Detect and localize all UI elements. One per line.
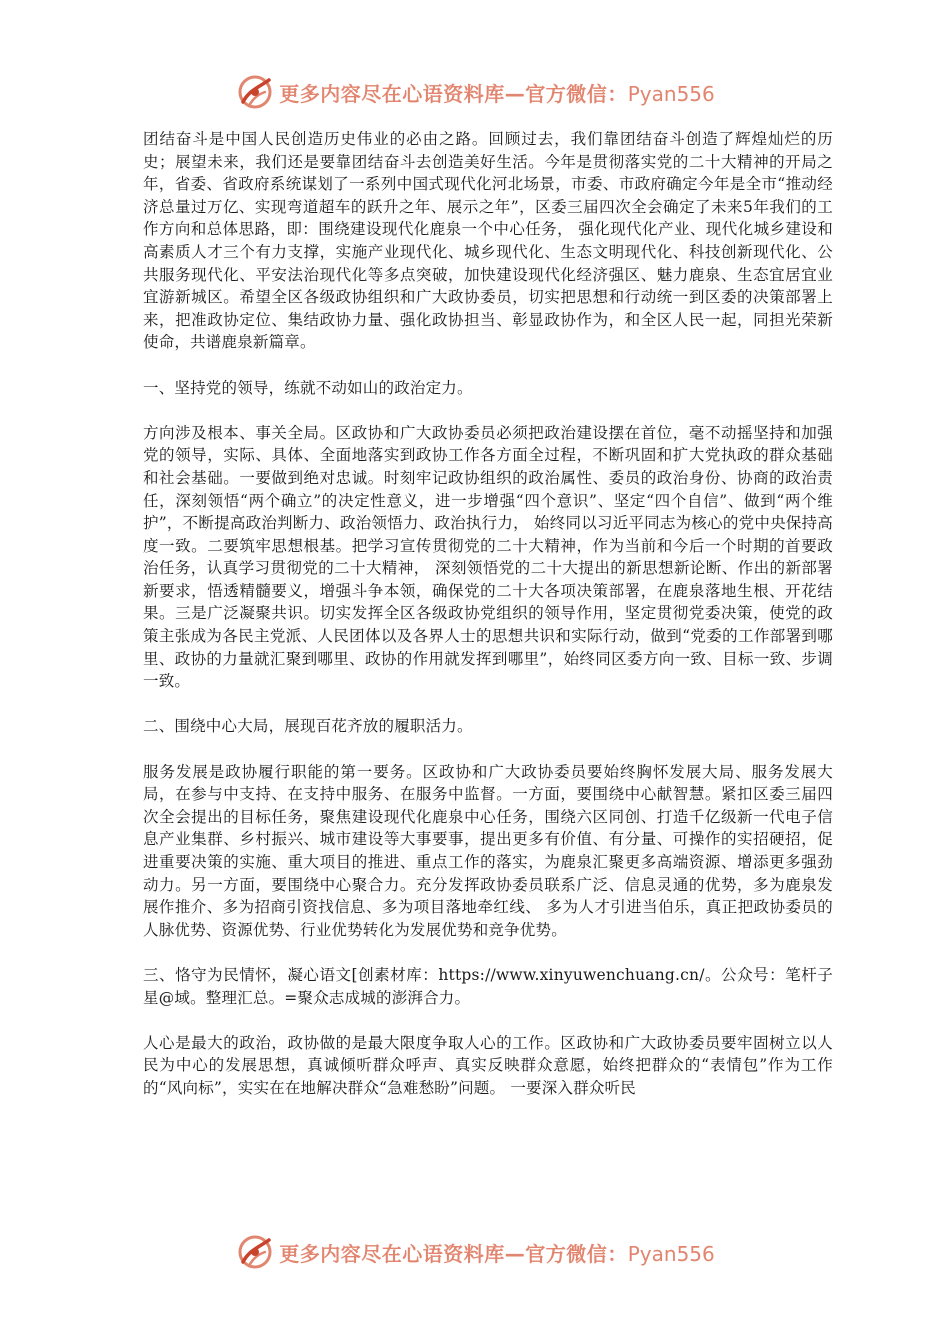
wechat-handle: Pyan556 bbox=[627, 1241, 715, 1266]
section-heading-2: 二、围绕中心大局，展现百花齐放的履职活力。 bbox=[143, 717, 473, 736]
ribbon-logo-icon bbox=[235, 1232, 275, 1272]
paragraph-section-2: 服务发展是政协履行职能的第一要务。区政协和广大政协委员要始终胸怀发展大局、服务发展大局，在参与中支持、在支持中服务、在服务中监督。一方面，要围绕中心献智慧。紧扣区委三届四次全会提出的目标任务，聚焦建设现代化鹿泉中心任务，围绕六区同创、打造千亿级新一代电子信息产业集群、乡村振兴、城市建设等大事要事，提出更多有价值、有分量、可操作的实招硬招，促进重要决策的实施、重大项目的推进、重点工作的落实，为鹿泉汇聚更多高端资源、增添更多强劲动力。另一方面，要围绕中心聚合力。充分发挥政协委员联系广泛、信息灵通的优势，多为鹿泉发展作推介、多为招商引资找信息、多为项目落地牵红线、 多为人才引进当伯乐，真正把政协委员的人脉优势、资源优势、行业优势转化为发展优势和竞争优势。 bbox=[143, 762, 833, 939]
header-banner bbox=[0, 72, 950, 112]
banner-text: 更多内容尽在心语资料库—官方微信：Pyan556 bbox=[279, 81, 715, 106]
paragraph-section-3: 人心是最大的政治，政协做的是最大限度争取人心的工作。区政协和广大政协委员要牢固树立以人民为中心的发展思想，真诚倾听群众呼声、真实反映群众意愿，始终把群众的“表情包”作为工作的“风向标”，实实在在地解决群众“急难愁盼”问题。 一要深入群众听民 bbox=[143, 1033, 833, 1097]
paragraph-intro: 团结奋斗是中国人民创造历史伟业的必由之路。回顾过去，我们靠团结奋斗创造了辉煌灿烂的历史；展望未来，我们还是要靠团结奋斗去创造美好生活。今年是贯彻落实党的二十大精神的开局之年，省委、省政府系统谋划了一系列中国式现代化河北场景，市委、市政府确定今年是全市“推动经济总量过万亿、实现弯道超车的跃升之年、展示之年”，区委三届四次全会确定了未来5年我们的工作方向和总体思路，即：围绕建设现代化鹿泉一个中心任务， 强化现代化产业、现代化城乡建设和高素质人才三个有力支撑，实施产业现代化、城乡现代化、生态文明现代化、科技创新现代化、公共服务现代化、平安法治现代化等多点突破，加快建设现代化经济强区、魅力鹿泉、生态宜居宜业宜游新城区。希望全区各级政协组织和广大政协委员，切实把思想和行动统一到区委的决策部署上来，把准政协定位、集结政协力量、强化政协担当、彰显政协作为，和全区人民一起，同担光荣新使命，共谱鹿泉新篇章。 bbox=[143, 130, 833, 352]
section-heading-1: 一、坚持党的领导，练就不动如山的政治定力。 bbox=[143, 378, 473, 397]
banner-text: 更多内容尽在心语资料库—官方微信：Pyan556 bbox=[279, 1241, 715, 1266]
footer-banner bbox=[0, 1232, 950, 1272]
document-body bbox=[143, 128, 833, 1122]
section-heading-3: 三、恪守为民情怀，凝心语文[创素材库：https://www.xinyuwenchuang.cn/。公众号：笔杆子星@域。整理汇总。=聚众志成城的澎湃合力。 bbox=[143, 965, 833, 1007]
wechat-handle: Pyan556 bbox=[627, 81, 715, 106]
paragraph-section-1: 方向涉及根本、事关全局。区政协和广大政协委员必须把政治建设摆在首位，毫不动摇坚持和加强党的领导，实际、具体、全面地落实到政协工作各方面全过程，不断巩固和扩大党执政的群众基础和社会基础。一要做到绝对忠诚。时刻牢记政协组织的政治属性、委员的政治身份、协商的政治责任，深刻领悟“两个确立”的决定性意义，进一步增强“四个意识”、坚定“四个自信”、做到“两个维护”，不断提高政治判断力、政治领悟力、政治执行力， 始终同以习近平同志为核心的党中央保持高度一致。二要筑牢思想根基。把学习宣传贯彻党的二十大精神，作为当前和今后一个时期的首要政治任务，认真学习贯彻党的二十大精神， 深刻领悟党的二十大提出的新思想新论断、作出的新部署新要求，悟透精髓要义，增强斗争本领，确保党的二十大各项决策部署，在鹿泉落地生根、开花结果。三是广泛凝聚共识。切实发挥全区各级政协党组织的领导作用，坚定贯彻党委决策，使党的政策主张成为各民主党派、人民团体以及各界人士的思想共识和实际行动，做到“党委的工作部署到哪里、政协的力量就汇聚到哪里、政协的作用就发挥到哪里”，始终同区委方向一致、目标一致、步调一致。 bbox=[143, 423, 833, 691]
ribbon-logo-icon bbox=[235, 72, 275, 112]
